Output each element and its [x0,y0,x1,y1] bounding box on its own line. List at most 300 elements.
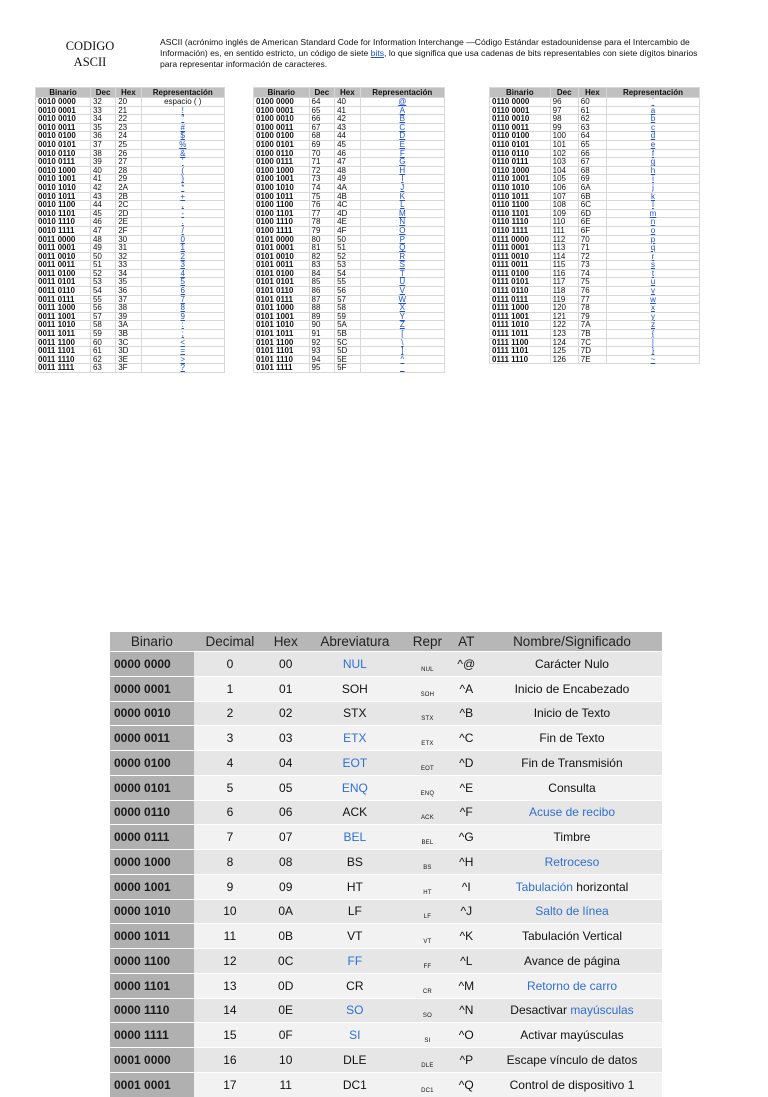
binary-cell: 0010 0000 [36,98,91,107]
hex-cell: 25 [116,140,141,149]
binary-cell: 0100 1110 [254,218,310,227]
dec-cell: 92 [309,338,335,347]
binary-cell: 0011 1110 [36,355,91,364]
binary-cell: 0100 0001 [254,106,310,115]
dec-cell: 74 [309,183,335,192]
binary-cell: 0010 1000 [36,166,91,175]
abbreviation-link[interactable]: EOT [305,751,404,776]
meaning-cell [482,751,662,776]
char-link[interactable]: / [141,226,225,235]
hex-cell: 7D [578,347,606,356]
char-link[interactable]: ( [141,166,225,175]
meaning-link[interactable]: Salto de línea [535,904,609,919]
hex-cell: 5A [335,321,361,330]
table-row [36,287,225,296]
abbreviation-cell: CR [305,973,404,998]
intro-text-start: ASCII (acrónimo inglés de American Standard Code for Information Interchange —Código Estándar estadounidense para el Intercambio de Información) es, en sentido estricto, un código de siete [160,37,690,58]
table-row [110,1023,662,1048]
meaning-cell [482,924,662,949]
abbreviation-link[interactable]: ENQ [305,775,404,800]
caret-notation-cell: ^C [451,726,482,751]
char-link[interactable]: Y [360,312,444,321]
char-link[interactable]: * [141,183,225,192]
caret-notation-cell: ^J [451,899,482,924]
abbreviation-cell: ACK [305,800,404,825]
dec-cell: 66 [309,115,335,124]
char-link[interactable]: ^ [360,355,444,364]
char-link[interactable]: Z [360,321,444,330]
meaning-cell [482,899,662,924]
hex-cell: 32 [116,252,141,261]
char-link[interactable]: w [606,295,699,304]
char-link[interactable]: ? [141,364,225,373]
table-row [36,201,225,210]
meaning-link[interactable]: Retroceso [544,854,600,869]
char-link[interactable]: F [360,149,444,158]
char-link[interactable]: T [360,269,444,278]
dec-cell: 113 [550,244,578,253]
bits-link[interactable]: bits [370,48,385,58]
char-link[interactable]: m [606,209,699,218]
char-link[interactable]: 6 [141,287,225,296]
table-row [490,244,700,253]
char-link[interactable]: [ [360,330,444,339]
dec-cell: 88 [309,304,335,313]
char-link[interactable]: 7 [141,295,225,304]
binary-cell: 0000 0001 [110,676,194,701]
table-row [490,115,700,124]
char-link[interactable]: V [360,287,444,296]
dec-cell: 114 [550,252,578,261]
char-link[interactable]: < [141,338,225,347]
char-link[interactable]: y [606,312,699,321]
char-link[interactable]: D [360,132,444,141]
binary-cell: 0000 0010 [110,701,194,726]
table-header-row [110,632,662,652]
hex-cell: 59 [335,312,361,321]
hex-cell: 67 [578,158,606,167]
meaning-link[interactable]: Retorno de carro [526,978,617,993]
char-link[interactable]: O [360,226,444,235]
dec-cell: 103 [550,158,578,167]
binary-cell: 0100 1111 [254,226,310,235]
char-link[interactable]: H [360,166,444,175]
dec-cell: 63 [90,364,115,373]
binary-cell: 0010 0011 [36,123,91,132]
char-link[interactable]: . [141,218,225,227]
hex-cell: 0D [266,973,306,998]
hex-cell: 50 [335,235,361,244]
char-link[interactable]: b [606,115,699,124]
char-link[interactable]: 8 [141,304,225,313]
char-link[interactable]: ' [141,158,225,167]
binary-cell: 0111 0010 [490,252,551,261]
intro-text-end: , lo que significa que usa cadenas de bits representables con siete dígitos binarios para representar información de caracteres. [160,48,698,69]
char-link[interactable]: d [606,132,699,141]
meaning-text: Fin de Texto [539,731,605,746]
hex-cell: 2E [116,218,141,227]
meaning-text: Inicio de Texto [533,706,611,721]
column-header: Hex [116,88,141,98]
repr-glyph: STX [404,701,450,726]
table-row [490,226,700,235]
table-row [254,226,445,235]
table-row [110,899,662,924]
table-row [254,140,445,149]
binary-cell: 0110 1010 [490,183,551,192]
binary-cell: 0000 1100 [110,949,194,974]
abbreviation-cell: DLE [305,1048,404,1073]
char-link[interactable]: G [360,158,444,167]
char-link[interactable]: J [360,183,444,192]
binary-cell: 0000 0111 [110,825,194,850]
char-link[interactable]: @ [360,98,444,107]
char-link[interactable]: # [141,123,225,132]
char-link[interactable]: | [606,338,699,347]
abbreviation-cell: DC1 [305,1072,404,1096]
dec-cell: 45 [90,209,115,218]
decimal-cell: 3 [194,726,266,751]
char-link[interactable]: ` [606,98,699,107]
char-link[interactable]: ] [360,347,444,356]
char-link[interactable]: 3 [141,261,225,270]
binary-cell: 0010 0100 [36,132,91,141]
char-link[interactable]: l [606,201,699,210]
char-link[interactable]: K [360,192,444,201]
char-link[interactable]: - [141,209,225,218]
abbreviation-link[interactable]: SO [305,998,404,1023]
binary-cell: 0000 0100 [110,751,194,776]
dec-cell: 59 [90,330,115,339]
hex-cell: 4E [335,218,361,227]
hex-cell: 36 [116,287,141,296]
char-link[interactable]: o [606,226,699,235]
dec-cell: 109 [550,209,578,218]
binary-cell: 0111 1100 [490,338,551,347]
char-link[interactable]: " [141,115,225,124]
column-header: Hex [578,88,606,98]
caret-notation-cell: ^O [451,1023,482,1048]
hex-cell: 5C [335,338,361,347]
hex-cell: 0E [266,998,306,1023]
binary-cell: 0000 0101 [110,775,194,800]
binary-cell: 0100 0100 [254,132,310,141]
dec-cell: 123 [550,330,578,339]
dec-cell: 47 [90,226,115,235]
binary-cell: 0001 0001 [110,1072,194,1096]
char-link[interactable]: j [606,183,699,192]
table-row [254,287,445,296]
meaning-cell [482,800,662,825]
dec-cell: 81 [309,244,335,253]
hex-cell: 4D [335,209,361,218]
dec-cell: 76 [309,201,335,210]
meaning-cell [482,825,662,850]
dec-cell: 116 [550,269,578,278]
dec-cell: 53 [90,278,115,287]
hex-cell: 64 [578,132,606,141]
char-link[interactable]: E [360,140,444,149]
caret-notation-cell: ^F [451,800,482,825]
char-link[interactable]: 0 [141,235,225,244]
meaning-text: Carácter Nulo [534,656,609,671]
char-link[interactable]: g [606,158,699,167]
char-link[interactable]: ~ [606,355,699,364]
binary-cell: 0101 0001 [254,244,310,253]
char-link[interactable]: Q [360,244,444,253]
hex-cell: 24 [116,132,141,141]
repr-glyph: SI [404,1023,450,1048]
hex-cell: 60 [578,98,606,107]
dec-cell: 71 [309,158,335,167]
table-row [36,115,225,124]
char-link[interactable]: A [360,106,444,115]
hex-cell: 76 [578,287,606,296]
char-link[interactable]: = [141,347,225,356]
char-link[interactable]: B [360,115,444,124]
hex-cell: 4A [335,183,361,192]
hex-cell: 57 [335,295,361,304]
char-link[interactable]: z [606,321,699,330]
char-link[interactable]: s [606,261,699,270]
char-link[interactable]: + [141,192,225,201]
binary-cell: 0101 1111 [254,364,310,373]
meaning-text: Consulta [548,780,596,795]
table-row [490,330,700,339]
binary-cell: 0011 0101 [36,278,91,287]
meaning-cell [482,1023,662,1048]
dec-cell: 122 [550,321,578,330]
binary-cell: 0100 1000 [254,166,310,175]
meaning-text: Escape vínculo de datos [506,1052,638,1067]
binary-cell: 0000 1111 [110,1023,194,1048]
dec-cell: 56 [90,304,115,313]
column-header: Dec [90,88,115,98]
repr-glyph: FF [404,949,450,974]
table-row [110,998,662,1023]
char-link[interactable]: ; [141,330,225,339]
table-row [490,287,700,296]
char-link[interactable]: c [606,123,699,132]
char-link[interactable]: > [141,355,225,364]
char-link[interactable]: i [606,175,699,184]
binary-cell: 0111 1101 [490,347,551,356]
binary-cell: 0110 1011 [490,192,551,201]
binary-cell: 0000 1010 [110,899,194,924]
binary-cell: 0101 0010 [254,252,310,261]
char-link[interactable]: C [360,123,444,132]
hex-cell: 68 [578,166,606,175]
char-link[interactable]: , [141,201,225,210]
binary-cell: 0110 0011 [490,123,551,132]
hex-cell: 47 [335,158,361,167]
dec-cell: 97 [550,106,578,115]
dec-cell: 73 [309,175,335,184]
meaning-link[interactable]: Acuse de recibo [528,805,615,820]
binary-cell: 0111 1001 [490,312,551,321]
column-header: Hex [335,88,361,98]
repr-glyph: DC1 [404,1072,450,1096]
caret-notation-cell: ^Q [451,1072,482,1096]
char-link[interactable]: u [606,278,699,287]
char-link[interactable]: R [360,252,444,261]
dec-cell: 35 [90,123,115,132]
dec-cell: 102 [550,149,578,158]
meaning-cell [482,1048,662,1073]
char-link[interactable]: W [360,295,444,304]
binary-cell: 0110 0111 [490,158,551,167]
meaning-text: Timbre [553,830,591,845]
char-link[interactable]: X [360,304,444,313]
char-link[interactable]: I [360,175,444,184]
char-link[interactable]: q [606,244,699,253]
char-link[interactable]: v [606,287,699,296]
decimal-cell: 0 [194,652,266,677]
repr-glyph: ACK [404,800,450,825]
table-row [110,1048,662,1073]
binary-cell: 0010 1111 [36,226,91,235]
hex-cell: 52 [335,252,361,261]
abbreviation-link[interactable]: NUL [305,652,404,677]
dec-cell: 126 [550,355,578,364]
char-link[interactable]: r [606,252,699,261]
char-link[interactable]: } [606,347,699,356]
column-header: Hex [266,632,306,652]
binary-cell: 0110 0101 [490,140,551,149]
dec-cell: 91 [309,330,335,339]
hex-cell: 5D [335,347,361,356]
char-link[interactable]: 9 [141,312,225,321]
char-link[interactable]: \ [360,338,444,347]
dec-cell: 60 [90,338,115,347]
hex-cell: 23 [116,123,141,132]
abbreviation-cell: BS [305,850,404,875]
hex-cell: 2B [116,192,141,201]
char-link[interactable]: : [141,321,225,330]
dec-cell: 33 [90,106,115,115]
char-link[interactable]: k [606,192,699,201]
dec-cell: 49 [90,244,115,253]
char-link[interactable]: P [360,235,444,244]
dec-cell: 85 [309,278,335,287]
repr-glyph: HT [404,874,450,899]
hex-cell: 58 [335,304,361,313]
char-link[interactable]: x [606,304,699,313]
table-header-row [36,88,225,98]
abbreviation-link[interactable]: SI [305,1023,404,1048]
char-link[interactable]: 4 [141,269,225,278]
char-link[interactable]: e [606,140,699,149]
char-link[interactable]: _ [360,364,444,373]
table-row [36,98,225,107]
hex-cell: 34 [116,269,141,278]
char-link[interactable]: U [360,278,444,287]
dec-cell: 115 [550,261,578,270]
char-link[interactable]: & [141,149,225,158]
char-link[interactable]: { [606,330,699,339]
decimal-cell: 17 [194,1072,266,1096]
abbreviation-link[interactable]: FF [305,949,404,974]
char-link[interactable]: % [141,140,225,149]
dec-cell: 75 [309,192,335,201]
column-header: AT [451,632,482,652]
char-link[interactable]: N [360,218,444,227]
table-row [254,330,445,339]
hex-cell: 10 [266,1048,306,1073]
meaning-link[interactable]: mayúsculas [570,1003,634,1018]
dec-cell: 121 [550,312,578,321]
table-row [110,775,662,800]
control-characters-table [110,632,662,1097]
char-link[interactable]: p [606,235,699,244]
hex-cell: 3E [116,355,141,364]
char-link[interactable]: a [606,106,699,115]
char-link[interactable]: f [606,149,699,158]
char-link[interactable]: 1 [141,244,225,253]
abbreviation-link[interactable]: BEL [305,825,404,850]
hex-cell: 2D [116,209,141,218]
hex-cell: 7C [578,338,606,347]
hex-cell: 46 [335,149,361,158]
meaning-text: Control de dispositivo 1 [509,1077,635,1092]
decimal-cell: 1 [194,676,266,701]
repr-glyph: EOT [404,751,450,776]
char-link[interactable]: ) [141,175,225,184]
abbreviation-link[interactable]: ETX [305,726,404,751]
caret-notation-cell: ^I [451,874,482,899]
column-header: Representación [606,88,699,98]
hex-cell: 4F [335,226,361,235]
meaning-text: Desactivar [510,1003,571,1018]
char-link[interactable]: h [606,166,699,175]
char-link[interactable]: 5 [141,278,225,287]
hex-cell: 45 [335,140,361,149]
char-link[interactable]: t [606,269,699,278]
hex-cell: 78 [578,304,606,313]
binary-cell: 0110 1100 [490,201,551,210]
binary-cell: 0100 1010 [254,183,310,192]
char-link[interactable]: M [360,209,444,218]
binary-cell: 0101 1110 [254,355,310,364]
dec-cell: 51 [90,261,115,270]
binary-cell: 0010 0110 [36,149,91,158]
char-link[interactable]: ! [141,106,225,115]
meaning-text: Inicio de Encabezado [514,681,630,696]
caret-notation-cell: ^D [451,751,482,776]
char-link[interactable]: $ [141,132,225,141]
decimal-cell: 13 [194,973,266,998]
meaning-text: Avance de página [524,953,620,968]
dec-cell: 79 [309,226,335,235]
binary-cell: 0100 0010 [254,115,310,124]
hex-cell: 07 [266,825,306,850]
char-link[interactable]: S [360,261,444,270]
abbreviation-cell: HT [305,874,404,899]
char-link[interactable]: n [606,218,699,227]
meaning-text: horizontal [572,879,629,894]
meaning-link[interactable]: Tabulación [515,879,573,894]
dec-cell: 43 [90,192,115,201]
binary-cell: 0101 1100 [254,338,310,347]
dec-cell: 101 [550,140,578,149]
hex-cell: 62 [578,115,606,124]
hex-cell: 3B [116,330,141,339]
char-link[interactable]: L [360,201,444,210]
binary-cell: 0000 1011 [110,924,194,949]
hex-cell: 09 [266,874,306,899]
char-link[interactable]: 2 [141,252,225,261]
hex-cell: 7B [578,330,606,339]
